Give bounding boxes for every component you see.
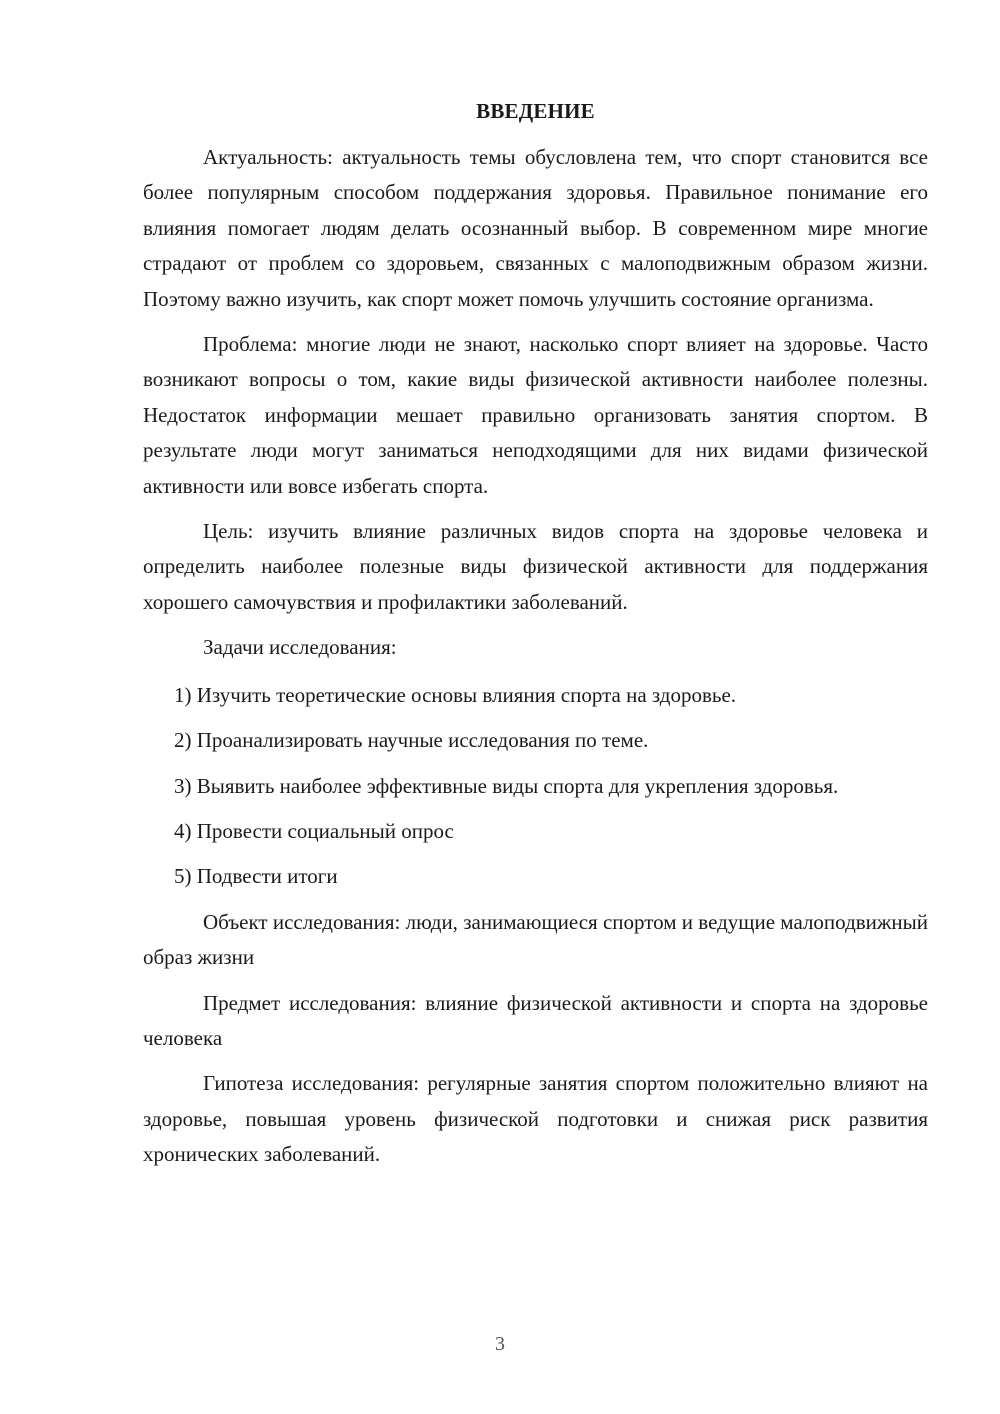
- task-item-2: 2) Проанализировать научные исследования по теме.: [174, 728, 649, 753]
- task-item-5: 5) Подвести итоги: [174, 864, 338, 889]
- tasks-heading: Задачи исследования:: [203, 635, 397, 660]
- task-item-1: 1) Изучить теоретические основы влияния спорта на здоровье.: [174, 682, 737, 707]
- object-paragraph: Объект исследования: люди, занимающиеся спортом и ведущие малоподвижный образ жизни: [143, 909, 928, 970]
- subject-paragraph: Предмет исследования: влияние физической активности и спорта на здоровье человека: [143, 990, 928, 1050]
- page-number: 3: [495, 1333, 505, 1355]
- problem-paragraph: Проблема: многие люди не знают, насколько спорт влияет на здоровье. Часто возникают вопросы о том, какие виды физической активности наиболее полезны. Недостаток информации мешает правильно организовать занятия спортом. В результате люди могут заниматься неподходящими для них видами физической активности или вовсе избегать спорта.: [143, 332, 928, 498]
- section-title: ВВЕДЕНИЕ: [476, 99, 595, 123]
- task-item-3: 3) Выявить наиболее эффективные виды спорта для укрепления здоровья.: [174, 773, 839, 798]
- goal-paragraph: Цель: изучить влияние различных видов спорта на здоровье человека и определить наиболее полезные виды физической активности для поддержания хорошего самочувствия и профилактики заболеваний.: [143, 519, 928, 614]
- document-body: [143, 96, 928, 1183]
- task-item-4: 4) Провести социальный опрос: [174, 818, 454, 843]
- hypothesis-paragraph: Гипотеза исследования: регулярные занятия спортом положительно влияют на здоровье, повышая уровень физической подготовки и снижая риск развития хронических заболеваний.: [143, 1071, 928, 1167]
- relevance-paragraph: Актуальность: актуальность темы обусловлена тем, что спорт становится все более популярным способом поддержания здоровья. Правильное понимание его влияния помогает людям делать осознанный выбор. В современном мире многие страдают от проблем со здоровьем, связанных с малоподвижным образом жизни. Поэтому важно изучить, как спорт может помочь улучшить состояние организма.: [143, 145, 928, 311]
